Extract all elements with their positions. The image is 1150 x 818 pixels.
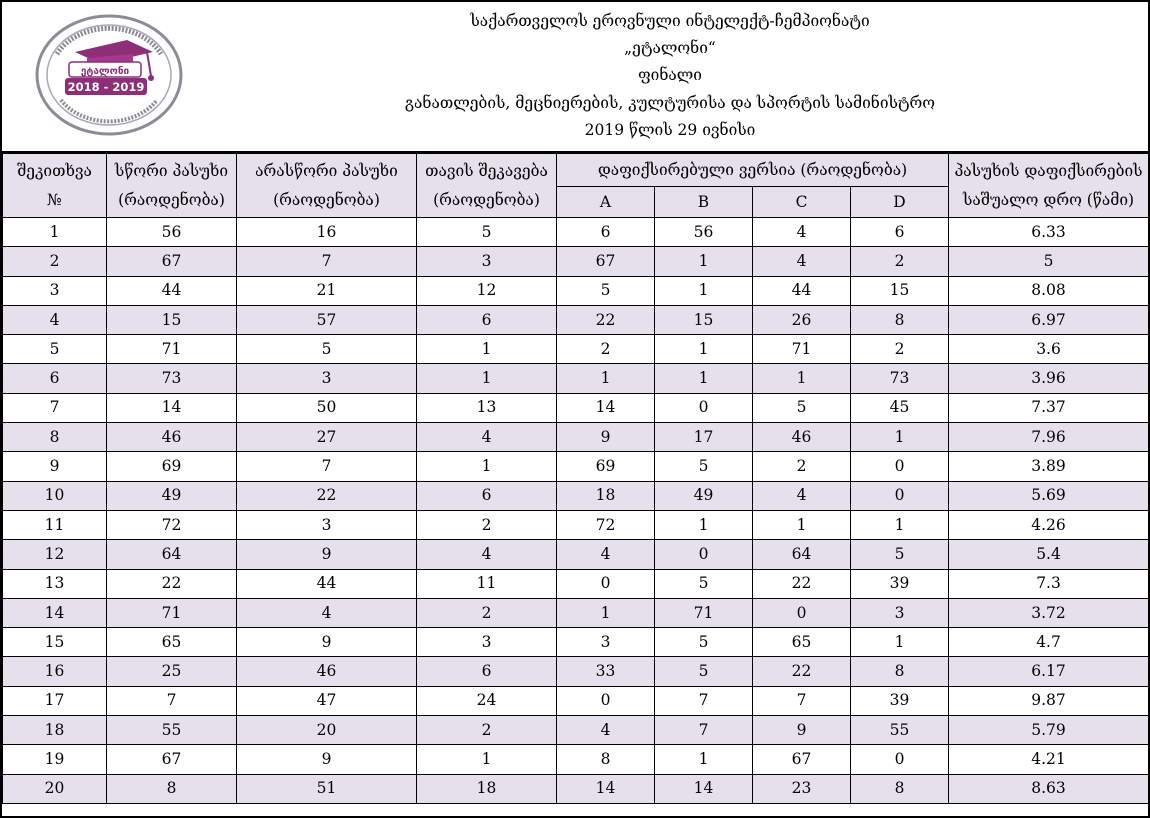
table-cell: 5	[949, 247, 1149, 276]
table-cell: 3.96	[949, 364, 1149, 393]
table-row	[3, 569, 1149, 598]
table-cell: 8	[3, 423, 107, 452]
table-cell: 5.4	[949, 540, 1149, 569]
table-cell: 9	[557, 423, 655, 452]
table-cell: 67	[107, 745, 237, 774]
table-cell: 56	[107, 218, 237, 247]
col-question: შეკითხვა №	[3, 154, 107, 218]
table-cell: 9	[237, 628, 417, 657]
table-cell: 7	[237, 452, 417, 481]
table-row	[3, 540, 1149, 569]
table-row	[3, 364, 1149, 393]
table-cell: 2	[557, 335, 655, 364]
title-championship: საქართველოს ეროვნული ინტელექტ-ჩემპიონატი	[470, 12, 870, 30]
col-avg-time: პასუხის დაფიქსირების საშუალო დრო (წამი)	[949, 154, 1149, 218]
table-cell: 7	[237, 247, 417, 276]
table-cell: 6	[3, 364, 107, 393]
table-cell: 22	[557, 305, 655, 334]
table-cell: 6.17	[949, 657, 1149, 686]
table-cell: 46	[237, 657, 417, 686]
table-cell: 22	[107, 569, 237, 598]
table-cell: 4	[237, 598, 417, 627]
table-row	[3, 628, 1149, 657]
col-version-b: B	[655, 187, 753, 218]
table-cell: 8.63	[949, 774, 1149, 803]
table-cell: 1	[557, 364, 655, 393]
table-cell: 46	[753, 423, 851, 452]
table-cell: 0	[851, 745, 949, 774]
table-cell: 7	[753, 686, 851, 715]
col-incorrect: არასწორი პასუხი (რაოდენობა)	[237, 154, 417, 218]
table-cell: 6	[417, 657, 557, 686]
table-row	[3, 335, 1149, 364]
table-cell: 25	[107, 657, 237, 686]
table-cell: 8.08	[949, 276, 1149, 305]
table-row	[3, 510, 1149, 539]
table-cell: 1	[753, 510, 851, 539]
table-cell: 8	[851, 657, 949, 686]
page-header	[2, 2, 1148, 153]
table-cell: 0	[851, 452, 949, 481]
table-cell: 5	[3, 335, 107, 364]
table-cell: 33	[557, 657, 655, 686]
table-cell: 2	[851, 335, 949, 364]
table-cell: 5	[655, 628, 753, 657]
table-cell: 71	[655, 598, 753, 627]
table-cell: 1	[417, 364, 557, 393]
table-cell: 8	[851, 305, 949, 334]
table-cell: 5.69	[949, 481, 1149, 510]
table-cell: 72	[557, 510, 655, 539]
table-cell: 20	[3, 774, 107, 803]
table-cell: 22	[753, 657, 851, 686]
table-cell: 15	[655, 305, 753, 334]
table-cell: 1	[851, 423, 949, 452]
table-cell: 69	[107, 452, 237, 481]
table-cell: 27	[237, 423, 417, 452]
table-cell: 6	[417, 305, 557, 334]
table-cell: 11	[417, 569, 557, 598]
table-cell: 22	[753, 569, 851, 598]
table-cell: 5	[851, 540, 949, 569]
table-cell: 44	[753, 276, 851, 305]
table-cell: 3.6	[949, 335, 1149, 364]
table-cell: 14	[655, 774, 753, 803]
table-cell: 14	[107, 393, 237, 422]
table-cell: 15	[3, 628, 107, 657]
table-cell: 17	[655, 423, 753, 452]
col-skipped: თავის შეკავება (რაოდენობა)	[417, 154, 557, 218]
table-cell: 14	[557, 774, 655, 803]
table-cell: 7	[655, 716, 753, 745]
table-cell: 71	[107, 598, 237, 627]
col-version-a: A	[557, 187, 655, 218]
table-cell: 39	[851, 686, 949, 715]
results-table	[2, 153, 1149, 804]
col-version-d: D	[851, 187, 949, 218]
table-cell: 64	[107, 540, 237, 569]
table-cell: 7	[3, 393, 107, 422]
table-cell: 17	[3, 686, 107, 715]
table-row	[3, 686, 1149, 715]
table-cell: 6.97	[949, 305, 1149, 334]
table-cell: 7	[655, 686, 753, 715]
table-cell: 1	[417, 335, 557, 364]
table-cell: 1	[753, 364, 851, 393]
table-cell: 21	[237, 276, 417, 305]
table-row	[3, 716, 1149, 745]
table-cell: 18	[417, 774, 557, 803]
table-cell: 3	[557, 628, 655, 657]
col-versions: დაფიქსირებული ვერსია (რაოდენობა)	[557, 154, 949, 187]
table-cell: 4	[3, 305, 107, 334]
table-row	[3, 393, 1149, 422]
table-cell: 69	[557, 452, 655, 481]
table-cell: 6	[851, 218, 949, 247]
table-cell: 23	[753, 774, 851, 803]
table-cell: 9	[237, 745, 417, 774]
table-cell: 1	[655, 510, 753, 539]
table-cell: 3	[3, 276, 107, 305]
table-cell: 0	[655, 540, 753, 569]
table-cell: 2	[3, 247, 107, 276]
table-cell: 13	[417, 393, 557, 422]
table-cell: 4	[557, 716, 655, 745]
table-cell: 5	[753, 393, 851, 422]
table-cell: 2	[417, 716, 557, 745]
table-cell: 0	[557, 686, 655, 715]
table-cell: 19	[3, 745, 107, 774]
table-cell: 71	[107, 335, 237, 364]
table-cell: 5	[237, 335, 417, 364]
table-cell: 0	[753, 598, 851, 627]
table-row	[3, 774, 1149, 803]
table-cell: 4.7	[949, 628, 1149, 657]
col-correct: სწორი პასუხი (რაოდენობა)	[107, 154, 237, 218]
table-cell: 10	[3, 481, 107, 510]
table-cell: 4	[753, 247, 851, 276]
table-row	[3, 276, 1149, 305]
table-cell: 1	[655, 276, 753, 305]
title-date: 2019 წლის 29 ივნისი	[584, 120, 756, 139]
table-cell: 1	[3, 218, 107, 247]
table-cell: 50	[237, 393, 417, 422]
table-cell: 3	[237, 510, 417, 539]
table-cell: 22	[237, 481, 417, 510]
table-cell: 3.89	[949, 452, 1149, 481]
table-cell: 24	[417, 686, 557, 715]
table-cell: 1	[655, 247, 753, 276]
table-cell: 5	[655, 569, 753, 598]
table-row	[3, 481, 1149, 510]
table-cell: 1	[557, 598, 655, 627]
table-cell: 9	[753, 716, 851, 745]
table-row	[3, 657, 1149, 686]
table-cell: 26	[753, 305, 851, 334]
table-cell: 6	[417, 481, 557, 510]
table-row	[3, 423, 1149, 452]
table-cell: 3	[417, 247, 557, 276]
col-version-c: C	[753, 187, 851, 218]
table-cell: 5	[655, 657, 753, 686]
table-cell: 15	[851, 276, 949, 305]
table-cell: 1	[851, 510, 949, 539]
table-cell: 5	[417, 218, 557, 247]
table-cell: 1	[851, 628, 949, 657]
table-cell: 2	[753, 452, 851, 481]
table-row	[3, 598, 1149, 627]
table-cell: 7	[107, 686, 237, 715]
table-cell: 16	[237, 218, 417, 247]
table-row	[3, 247, 1149, 276]
table-cell: 7.96	[949, 423, 1149, 452]
table-cell: 2	[417, 510, 557, 539]
table-cell: 15	[107, 305, 237, 334]
table-cell: 6.33	[949, 218, 1149, 247]
table-cell: 3.72	[949, 598, 1149, 627]
table-cell: 6	[557, 218, 655, 247]
table-cell: 46	[107, 423, 237, 452]
table-cell: 0	[557, 569, 655, 598]
table-cell: 64	[753, 540, 851, 569]
table-cell: 8	[107, 774, 237, 803]
table-cell: 51	[237, 774, 417, 803]
table-cell: 47	[237, 686, 417, 715]
title-ministry: განათლების, მეცნიერების, კულტურისა და სპორტის სამინისტრო	[404, 93, 936, 112]
table-cell: 49	[655, 481, 753, 510]
table-row	[3, 452, 1149, 481]
table-cell: 55	[107, 716, 237, 745]
table-cell: 8	[851, 774, 949, 803]
table-cell: 12	[3, 540, 107, 569]
table-row	[3, 218, 1149, 247]
table-cell: 9.87	[949, 686, 1149, 715]
table-cell: 73	[851, 364, 949, 393]
table-cell: 2	[851, 247, 949, 276]
table-cell: 44	[107, 276, 237, 305]
table-cell: 13	[3, 569, 107, 598]
table-cell: 1	[417, 745, 557, 774]
table-cell: 1	[417, 452, 557, 481]
table-cell: 45	[851, 393, 949, 422]
table-cell: 73	[107, 364, 237, 393]
table-cell: 56	[655, 218, 753, 247]
table-cell: 12	[417, 276, 557, 305]
table-cell: 39	[851, 569, 949, 598]
table-cell: 4	[417, 540, 557, 569]
header-titles	[192, 8, 1148, 144]
title-etaloni: „ეტალონი“	[624, 39, 716, 58]
results-body	[3, 218, 1149, 804]
table-cell: 5	[557, 276, 655, 305]
table-cell: 3	[417, 628, 557, 657]
logo-years: 2018 - 2019	[67, 80, 145, 94]
header-row	[3, 154, 1149, 187]
table-cell: 72	[107, 510, 237, 539]
table-cell: 9	[3, 452, 107, 481]
table-cell: 1	[655, 364, 753, 393]
table-cell: 9	[237, 540, 417, 569]
table-cell: 20	[237, 716, 417, 745]
etaloni-logo-icon	[35, 14, 183, 136]
table-cell: 8	[557, 745, 655, 774]
table-cell: 16	[3, 657, 107, 686]
table-cell: 0	[655, 393, 753, 422]
table-cell: 67	[557, 247, 655, 276]
table-cell: 67	[753, 745, 851, 774]
table-cell: 65	[107, 628, 237, 657]
table-cell: 4.26	[949, 510, 1149, 539]
table-cell: 18	[3, 716, 107, 745]
table-row	[3, 305, 1149, 334]
table-cell: 4	[557, 540, 655, 569]
logo-title: ეტალონი	[80, 66, 130, 77]
table-cell: 7.3	[949, 569, 1149, 598]
table-cell: 14	[557, 393, 655, 422]
table-cell: 4	[417, 423, 557, 452]
table-cell: 57	[237, 305, 417, 334]
table-cell: 0	[851, 481, 949, 510]
table-cell: 2	[417, 598, 557, 627]
table-cell: 5.79	[949, 716, 1149, 745]
table-cell: 3	[237, 364, 417, 393]
table-cell: 1	[655, 745, 753, 774]
table-cell: 4	[753, 481, 851, 510]
table-cell: 18	[557, 481, 655, 510]
table-cell: 11	[3, 510, 107, 539]
table-cell: 71	[753, 335, 851, 364]
table-cell: 44	[237, 569, 417, 598]
table-row	[3, 745, 1149, 774]
table-cell: 1	[655, 335, 753, 364]
table-cell: 55	[851, 716, 949, 745]
table-cell: 65	[753, 628, 851, 657]
table-cell: 3	[851, 598, 949, 627]
table-cell: 49	[107, 481, 237, 510]
table-cell: 5	[655, 452, 753, 481]
table-cell: 4.21	[949, 745, 1149, 774]
table-cell: 4	[753, 218, 851, 247]
title-final: ფინალი	[638, 66, 702, 85]
table-cell: 7.37	[949, 393, 1149, 422]
table-cell: 14	[3, 598, 107, 627]
table-cell: 67	[107, 247, 237, 276]
